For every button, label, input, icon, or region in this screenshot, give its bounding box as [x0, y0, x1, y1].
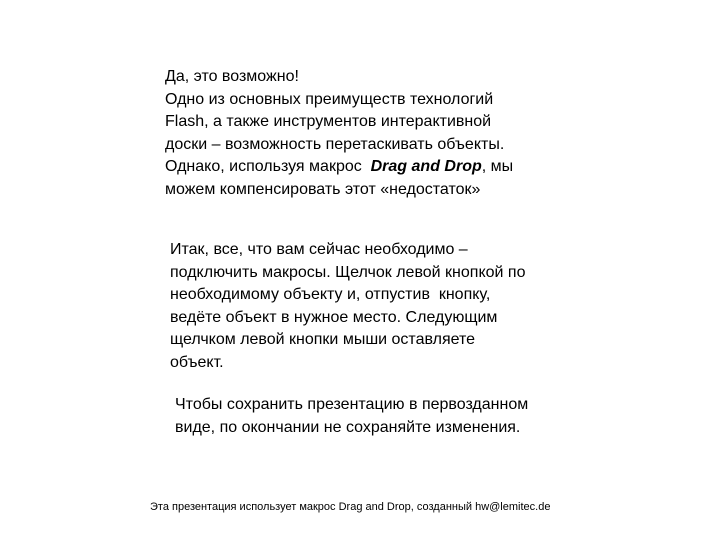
intro-paragraph: [165, 66, 513, 202]
footer-credit: Эта презентация использует макрос Drag and Drop, созданный hw@lemitec.de: [150, 501, 551, 513]
note-paragraph: [175, 394, 528, 439]
intro-line: можем компенсировать этот «недостаток»: [165, 180, 481, 198]
note-line: виде, по окончании не сохраняйте изменения.: [175, 418, 521, 436]
intro-line-text: Однако, используя макрос: [165, 158, 371, 176]
intro-line: доски – возможность перетаскивать объекты.: [165, 135, 505, 153]
intro-line: Да, это возможно!: [165, 68, 299, 85]
instructions-line: Итак, все, что вам сейчас необходимо –: [170, 241, 468, 258]
macro-name: Drag and Drop: [370, 158, 482, 176]
intro-line: [165, 156, 513, 179]
intro-line-text: , мы: [481, 158, 514, 176]
instructions-paragraph: [170, 239, 525, 375]
intro-line: Одно из основных преимуществ технологий: [165, 90, 494, 108]
instructions-line: щелчком левой кнопки мыши оставляете: [170, 331, 476, 349]
instructions-line: ведёте объект в нужное место. Следующим: [170, 308, 498, 326]
note-line: Чтобы сохранить презентацию в первозданном: [175, 396, 529, 413]
instructions-line: объект.: [170, 353, 224, 371]
instructions-line: необходимому объекту и, отпустив кнопку,: [170, 286, 491, 304]
instructions-line: подключить макросы. Щелчок левой кнопкой по: [170, 263, 526, 281]
intro-line: Flash, а также инструментов интерактивной: [165, 113, 492, 131]
